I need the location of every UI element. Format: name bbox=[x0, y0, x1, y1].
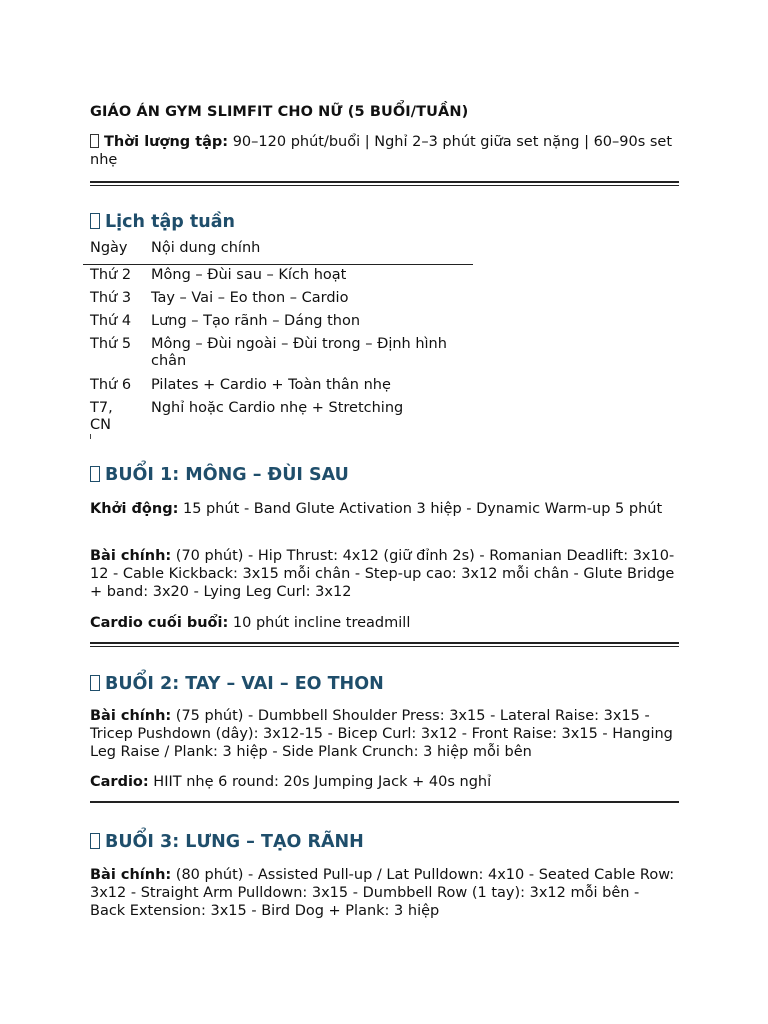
row-day: Thứ 5 bbox=[90, 336, 132, 352]
col-content-header: Nội dung chính bbox=[151, 240, 261, 256]
session1-warmup bbox=[90, 500, 678, 518]
table-row bbox=[83, 336, 473, 377]
session2-heading-text: BUỔI 2: TAY – VAI – EO THON bbox=[105, 674, 384, 694]
cardio-text: HIIT nhẹ 6 round: 20s Jumping Jack + 40s nghỉ bbox=[148, 774, 492, 790]
row-content: Mông – Đùi sau – Kích hoạt bbox=[151, 267, 347, 283]
table-row bbox=[83, 313, 473, 336]
main-text: (80 phút) - Assisted Pull-up / Lat Pulldown: 4x10 - Seated Cable Row: 3x12 - Straight Arm Pulldown: 3x15 - Dumbbell Row (1 tay): 3x12 mỗi bên - Back Extension: 3x15 - Bird Dog + Plank: 3 hiệp bbox=[90, 867, 675, 919]
col-day-header: Ngày bbox=[90, 240, 128, 256]
duration-label: Thời lượng tập: bbox=[104, 134, 229, 150]
cardio-text: 10 phút incline treadmill bbox=[228, 615, 411, 631]
session2-main bbox=[90, 707, 678, 761]
session1-cardio bbox=[90, 614, 678, 632]
row-day: T7, CN bbox=[90, 400, 113, 433]
clock-icon bbox=[90, 134, 99, 148]
document-title: GIÁO ÁN GYM SLIMFIT CHO NỮ (5 BUỔI/TUẦN) bbox=[90, 104, 469, 120]
session3-heading bbox=[90, 832, 364, 852]
section-divider bbox=[90, 181, 679, 186]
text-cursor-mark bbox=[90, 434, 91, 439]
row-day: Thứ 6 bbox=[90, 377, 132, 393]
table-row bbox=[83, 267, 473, 290]
row-content: Pilates + Cardio + Toàn thân nhẹ bbox=[151, 377, 391, 393]
session3-main bbox=[90, 866, 678, 920]
main-text: (75 phút) - Dumbbell Shoulder Press: 3x15 - Lateral Raise: 3x15 - Tricep Pushdown (dây): 3x12-15 - Bicep Curl: 3x12 - Front Raise: 3x15 - Hanging Leg Raise / Plank: 3 hiệp - Side Plank Crunch: 3 hiệp mỗi bên bbox=[90, 708, 673, 760]
bookmark-icon bbox=[90, 675, 100, 691]
row-content: Nghỉ hoặc Cardio nhẹ + Stretching bbox=[151, 400, 404, 416]
row-day: Thứ 4 bbox=[90, 313, 132, 329]
main-label: Bài chính: bbox=[90, 867, 172, 883]
warmup-label: Khởi động: bbox=[90, 501, 179, 517]
table-row bbox=[83, 290, 473, 313]
row-day: Thứ 3 bbox=[90, 290, 132, 306]
session1-heading bbox=[90, 465, 349, 485]
session3-heading-text: BUỔI 3: LƯNG – TẠO RÃNH bbox=[105, 832, 364, 852]
session2-heading bbox=[90, 674, 384, 694]
schedule-table bbox=[83, 240, 473, 440]
row-content: Lưng – Tạo rãnh – Dáng thon bbox=[151, 313, 361, 329]
row-content: Tay – Vai – Eo thon – Cardio bbox=[151, 290, 349, 306]
schedule-header-row bbox=[83, 240, 473, 265]
bookmark-icon bbox=[90, 466, 100, 482]
calendar-icon bbox=[90, 213, 100, 229]
table-row bbox=[83, 400, 473, 440]
schedule-heading bbox=[90, 212, 235, 232]
main-text: (70 phút) - Hip Thrust: 4x12 (giữ đỉnh 2s) - Romanian Deadlift: 3x10-12 - Cable Kickback: 3x15 mỗi chân - Step-up cao: 3x12 mỗi chân - Glute Bridge + band: 3x20 - Lying Leg Curl: 3x12 bbox=[90, 548, 675, 600]
duration-text: 90–120 phút/buổi | Nghỉ 2–3 phút giữa set nặng | 60–90s set nhẹ bbox=[90, 134, 673, 168]
main-label: Bài chính: bbox=[90, 548, 172, 564]
main-label: Bài chính: bbox=[90, 708, 172, 724]
table-row bbox=[83, 377, 473, 400]
warmup-text: 15 phút - Band Glute Activation 3 hiệp - Dynamic Warm-up 5 phút bbox=[178, 501, 663, 517]
section-divider bbox=[90, 801, 679, 803]
row-day: Thứ 2 bbox=[90, 267, 132, 283]
row-content: Mông – Đùi ngoài – Đùi trong – Định hình chân bbox=[151, 336, 447, 369]
session1-main bbox=[90, 547, 678, 601]
cardio-label: Cardio cuối buổi: bbox=[90, 615, 229, 631]
bookmark-icon bbox=[90, 833, 100, 849]
session1-heading-text: BUỔI 1: MÔNG – ĐÙI SAU bbox=[105, 465, 349, 485]
duration-paragraph bbox=[90, 133, 678, 169]
section-divider bbox=[90, 642, 679, 647]
schedule-heading-text: Lịch tập tuần bbox=[105, 212, 235, 232]
cardio-label: Cardio: bbox=[90, 774, 149, 790]
session2-cardio bbox=[90, 773, 678, 791]
